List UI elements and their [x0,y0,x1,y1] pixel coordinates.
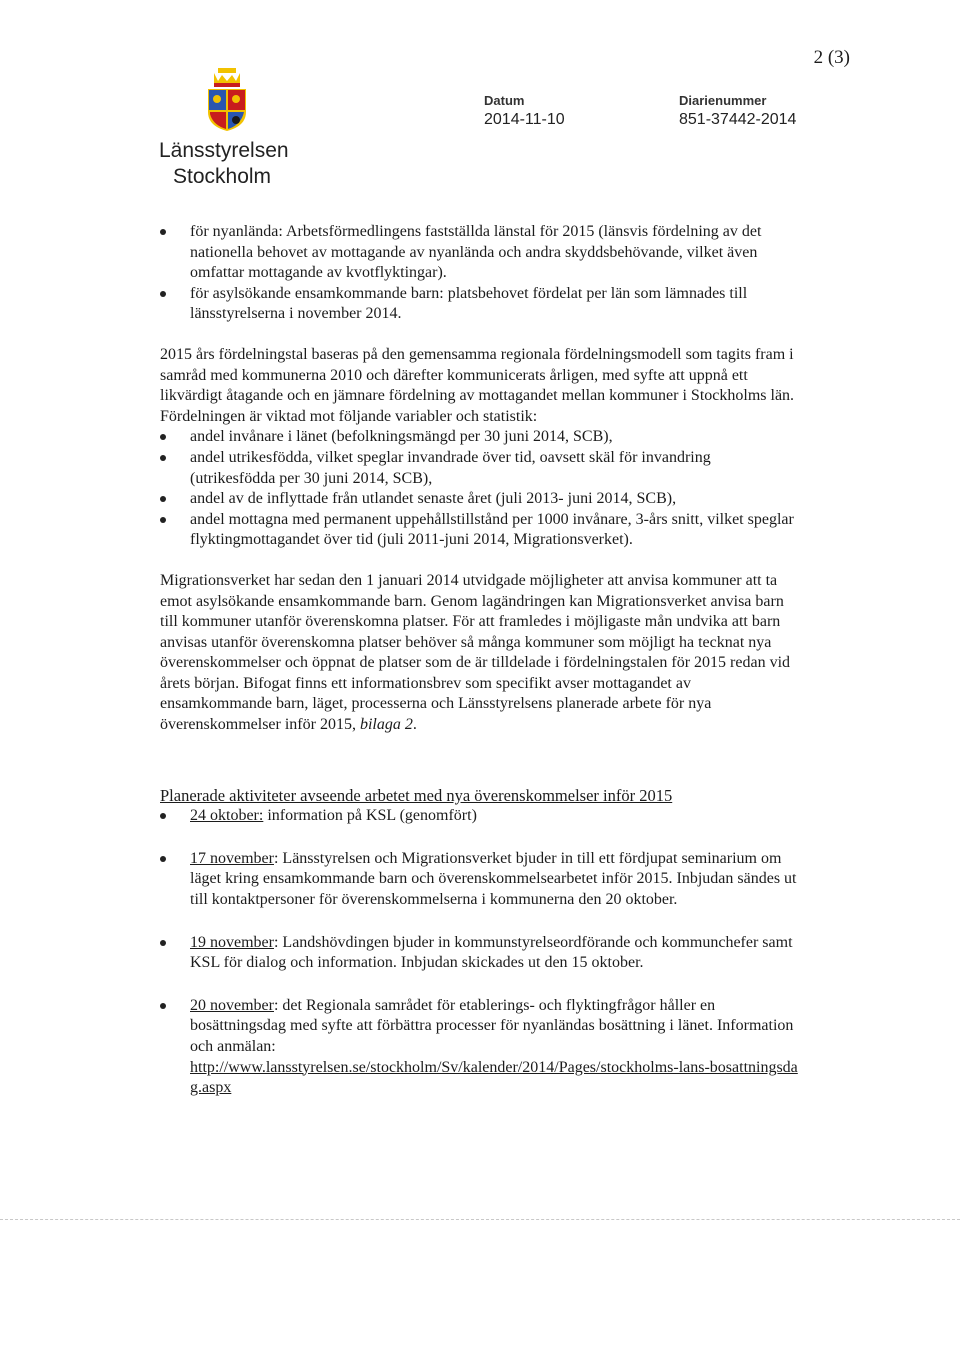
page-number: 2 (3) [813,47,850,68]
bullet-icon [160,291,166,297]
diarienummer-block [679,93,796,129]
bullet-icon [160,856,166,862]
footer-divider [0,1219,960,1220]
org-name [159,138,289,190]
diarienummer-value: 851-37442-2014 [679,111,797,128]
bullet-icon [160,517,166,523]
list-item: andel mottagna med permanent uppehållstillstånd per 1000 invånare, 3-års snitt, vilket speglar flyktingmottagandet över tid (juli 2011-juni 2014, Migrationsverket). [160,510,800,551]
bullet-icon [160,434,166,440]
activity-date: 19 november [190,933,274,951]
activity-list [160,806,800,1099]
section-heading: Planerade aktiviteter avseende arbetet med nya överenskommelser inför 2015 [160,785,673,805]
activity-item: 20 november: det Regionala samrådet för etablerings- och flyktingfrågor håller en bosättningsdag med syfte att förbättra processer för nyanländas bosättning i länet. Information och anmälan: http://www.lansstyrelsen.se/stockholm/Sv/kalender/2014/Pages/stockholms-lans-bosattningsdag.aspx [160,996,800,1099]
list-item: andel invånare i länet (befolkningsmängd per 30 juni 2014, SCB), [160,427,800,448]
activity-date: 20 november [190,996,274,1014]
org-name-line2: Stockholm [173,165,272,188]
date-value: 2014-11-10 [484,111,565,128]
activity-date: 24 oktober: [190,807,264,825]
activity-date: 17 november [190,849,274,867]
list-item: andel av de inflyttade från utlandet senaste året (juli 2013- juni 2014, SCB), [160,489,800,510]
bullet-icon [160,496,166,502]
activity-item: 24 oktober: information på KSL (genomfört) [160,806,800,827]
bullet-icon [160,455,166,461]
list-item: för asylsökande ensamkommande barn: platsbehovet fördelat per län som lämnades till länsstyrelserna i november 2014. [160,284,800,325]
attachment-reference: bilaga 2 [359,716,413,734]
activity-item: 17 november: Länsstyrelsen och Migrationsverket bjuder in till ett fördjupat seminarium om läget kring ensamkommande barn och överenskommelsearbetet inför 2015. Inbjudan sändes ut till kontaktpersoner för överenskommelserna i kommunerna den 20 oktober. [160,849,800,911]
bullet-icon [160,1003,166,1009]
list-item: andel utrikesfödda, vilket speglar invandrade över tid, oavsett skäl för invandring (utrikesfödda per 30 juni 2014, SCB), [160,448,800,489]
date-block [484,93,565,129]
document-body [160,222,800,1099]
bullet-list-variables [160,427,800,551]
lansstyrelsen-crest-logo [205,66,249,132]
list-item: för nyanlända: Arbetsförmedlingens fastställda länstal för 2015 (länsvis fördelning av det nationella behovet av mottagande av nyanlända och andra skyddsbehövande, vilket även omfattar mottagande av kvotflyktingar). [160,222,800,284]
bullet-icon [160,813,166,819]
paragraph-distribution-model: 2015 års fördelningstal baseras på den gemensamma regionala fördelningsmodell som tagits fram i samråd med kommunerna 2010 och därefter kommunicerats årligen, med syfte att uppnå ett likvärdigt åtagande och en jämnare fördelning av mottagandet mellan kommuner i Stockholms län. Fördelningen är viktad mot följande variabler och statistik: [160,345,795,425]
diarienummer-label: Diarienummer [679,93,767,108]
bullet-list-basis [160,222,800,325]
bosattningsdag-link[interactable]: http://www.lansstyrelsen.se/stockholm/Sv/kalender/2014/Pages/stockholms-lans-bosattningsdag.aspx [190,1058,798,1097]
bullet-icon [160,940,166,946]
date-label: Datum [484,93,525,108]
org-name-line1: Länsstyrelsen [159,139,289,162]
activity-item: 19 november: Landshövdingen bjuder in kommunstyrelseordförande och kommunchefer samt KSL för dialog och information. Inbjudan skickades ut den 15 oktober. [160,933,800,974]
paragraph-migrationsverket: Migrationsverket har sedan den 1 januari 2014 utvidgade möjligheter att anvisa kommuner att ta emot asylsökande ensamkommande barn. Genom lagändringen kan Migrationsverket anvisa barn till kommuner utanför överenskomna platser. För att framledes i möjligaste mån undvika att barn anvisas utanför överenskomna platser behöver så många kommuner som möjligt ha tecknat nya överenskommelser och öppnat de platser som de är tilldelade i fördelningstalen för 2015 redan vid årets början. Bifogat finns ett informationsbrev som specifikt avser mottagandet av ensamkommande barn, läget, processerna och Länsstyrelsens planerade arbete för nya överenskommelser inför 2015, bilaga 2. [160,571,791,734]
bullet-icon [160,229,166,235]
